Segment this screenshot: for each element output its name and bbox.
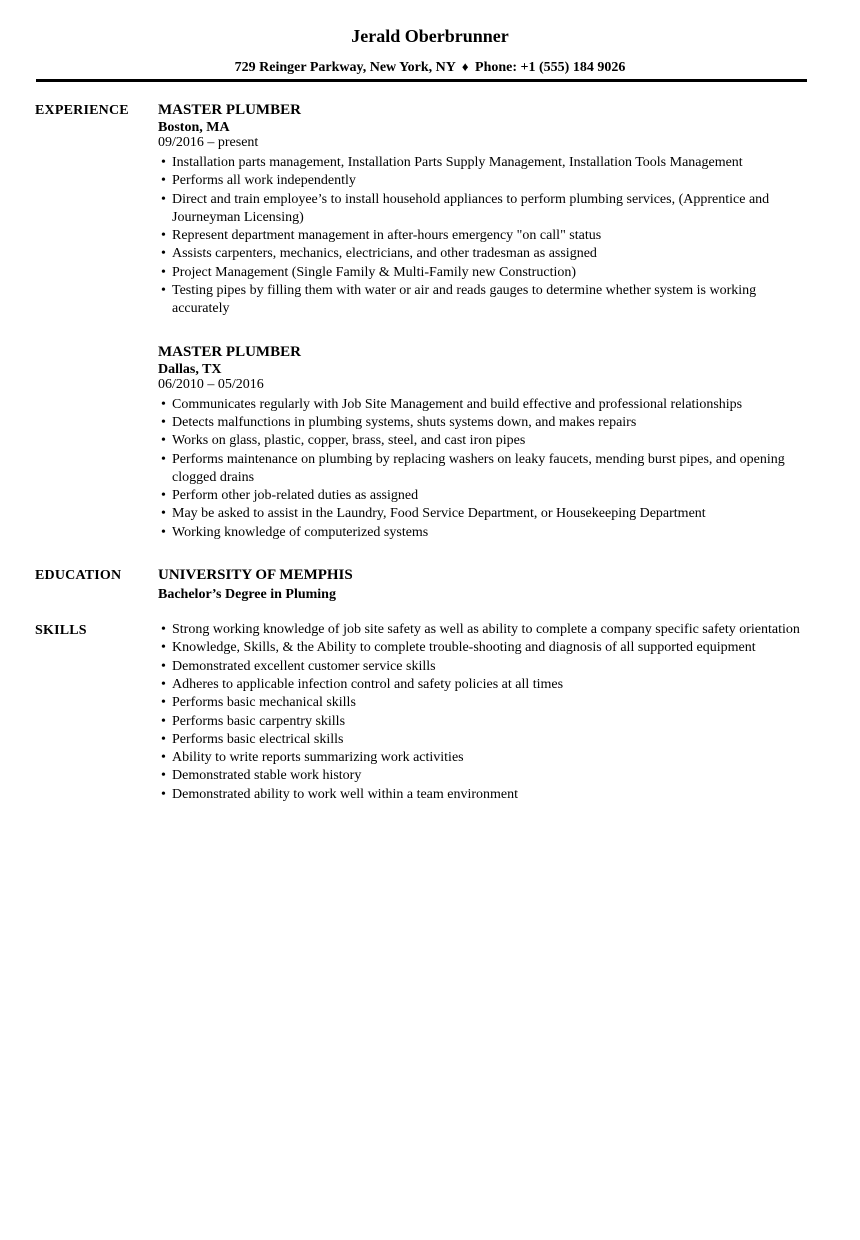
bullet-item: • Demonstrated stable work history [158, 767, 800, 785]
job-dates: 09/2016 – present [158, 135, 259, 150]
bullet-item: • Testing pipes by filling them with water or air and reads gauges to determine whether system is working accurately [158, 282, 800, 319]
skills-content [158, 621, 800, 804]
bullet-item: • Performs maintenance on plumbing by replacing washers on leaky faucets, mending burst pipes, and opening clogged drains [158, 451, 800, 488]
education-content [158, 566, 800, 604]
bullet-item: • Works on glass, plastic, copper, brass, steel, and cast iron pipes [158, 432, 800, 450]
job-entry-dallas [158, 343, 800, 542]
bullet-item: • Perform other job-related duties as assigned [158, 487, 800, 505]
degree-name: Bachelor’s Degree in Pluming [158, 587, 336, 603]
experience-content [158, 101, 800, 542]
bullet-item: • Performs all work independently [158, 172, 800, 190]
bullet-item: • Represent department management in after-hours emergency "on call" status [158, 227, 800, 245]
contact-address: 729 Reinger Parkway, New York, NY [234, 60, 456, 75]
job-dates: 06/2010 – 05/2016 [158, 376, 264, 392]
bullet-item: • Direct and train employee’s to install household appliances to perform plumbing services, (Apprentice and Journeyman Licensing) [158, 191, 800, 228]
experience-section [35, 101, 800, 542]
section-label-skills: SKILLS [35, 623, 87, 639]
resume-body [0, 82, 860, 804]
job-title: MASTER PLUMBER [158, 343, 301, 360]
bullet-item: • Performs basic mechanical skills [158, 694, 800, 712]
education-section [35, 566, 800, 604]
bullet-item: • Knowledge, Skills, & the Ability to complete trouble-shooting and diagnosis of all supported equipment [158, 639, 800, 657]
bullet-item: • Adheres to applicable infection control and safety policies at all times [158, 676, 800, 694]
bullet-item: • Demonstrated excellent customer service skills [158, 658, 800, 676]
job-bullet-list [158, 396, 800, 542]
section-label-experience: EXPERIENCE [35, 103, 129, 118]
diamond-separator-icon: ♦ [461, 59, 469, 74]
skills-bullet-list [158, 621, 800, 804]
job-title: MASTER PLUMBER [158, 102, 301, 118]
bullet-item: • Communicates regularly with Job Site Management and build effective and professional relationships [158, 396, 800, 414]
section-label-education: EDUCATION [35, 568, 122, 584]
bullet-item: • Working knowledge of computerized systems [158, 524, 800, 542]
bullet-item: • Project Management (Single Family & Multi-Family new Construction) [158, 264, 800, 282]
resume-header [0, 27, 860, 82]
contact-line [0, 59, 860, 75]
bullet-item: • May be asked to assist in the Laundry, Food Service Department, or Housekeeping Department [158, 505, 800, 523]
bullet-item: • Performs basic electrical skills [158, 731, 800, 749]
bullet-item: • Strong working knowledge of job site safety as well as ability to complete a company specific safety orientation [158, 621, 800, 639]
bullet-item: • Detects malfunctions in plumbing systems, shuts systems down, and makes repairs [158, 414, 800, 432]
contact-phone: Phone: +1 (555) 184 9026 [475, 60, 626, 75]
job-location: Dallas, TX [158, 361, 222, 377]
job-location: Boston, MA [158, 120, 230, 135]
bullet-item: • Performs basic carpentry skills [158, 713, 800, 731]
skills-section [35, 621, 800, 804]
bullet-item: • Installation parts management, Installation Parts Supply Management, Installation Tools Management [158, 154, 800, 172]
bullet-item: • Ability to write reports summarizing work activities [158, 749, 800, 767]
candidate-name: Jerald Oberbrunner [351, 26, 509, 46]
job-bullet-list [158, 154, 800, 319]
bullet-item: • Assists carpenters, mechanics, electricians, and other tradesman as assigned [158, 245, 800, 263]
bullet-item: • Demonstrated ability to work well within a team environment [158, 786, 800, 804]
job-entry-boston [158, 101, 800, 319]
school-name: UNIVERSITY OF MEMPHIS [158, 567, 353, 584]
